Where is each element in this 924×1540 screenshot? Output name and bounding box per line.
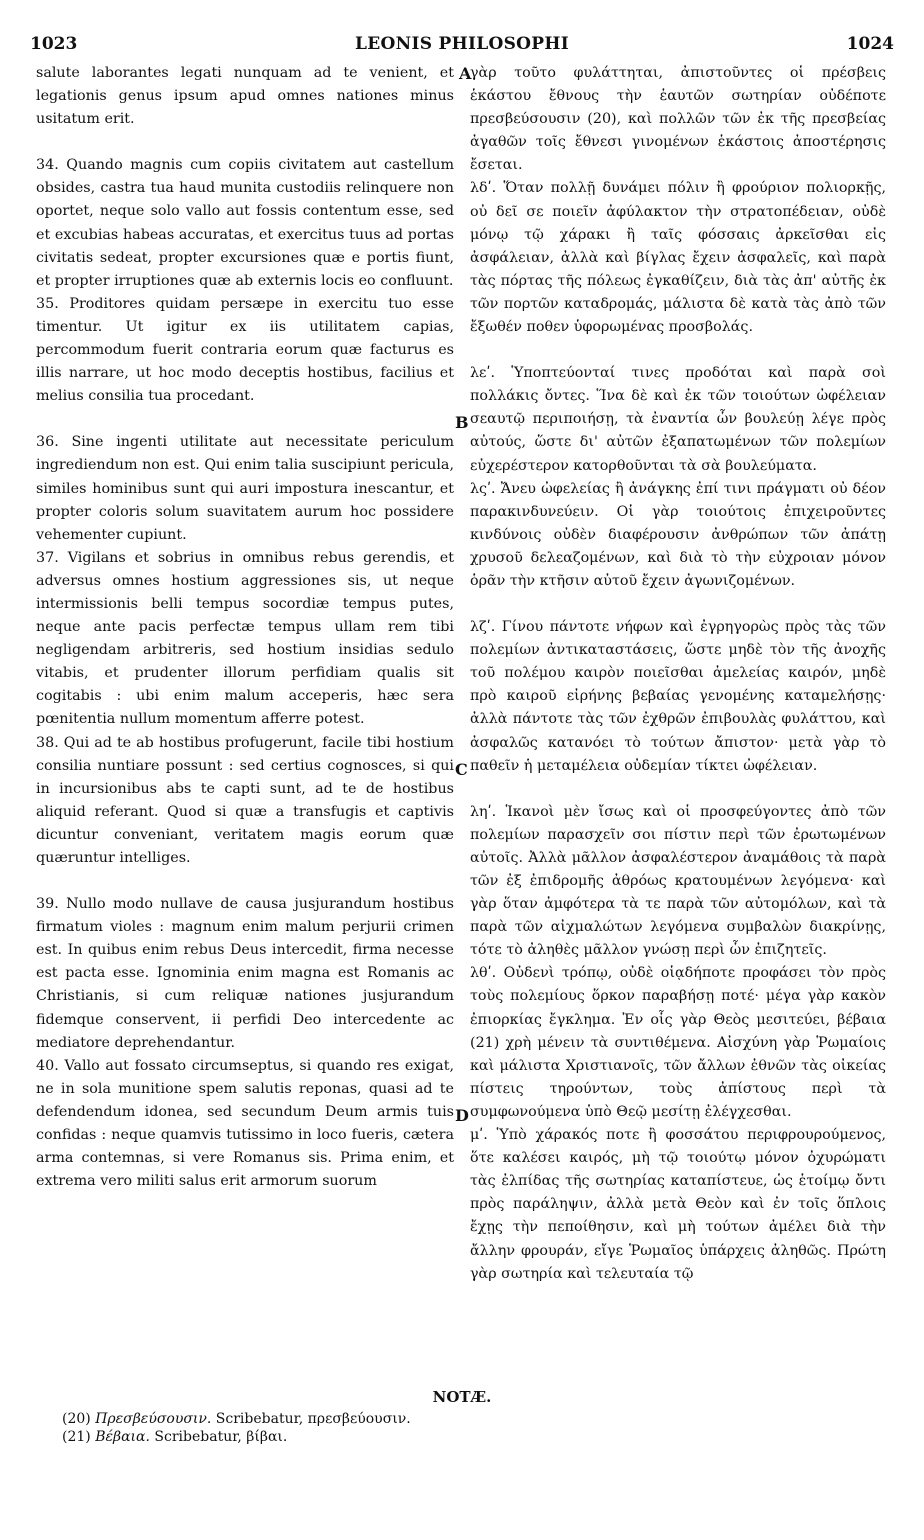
greek-paragraph-35: λεʹ. Ὑποπτεύονταί τινες προδόται καὶ παρὰ σοὶ πολλάκις ὄντες. Ἵνα δὲ καὶ ἐκ τῶν τοιούτων ὠφέλειαν σεαυτῷ περιποιήσῃ, τὰ ἐναντία ὧν βουλεύῃ λέγε πρὸς αὐτούς, ὥστε δι' αὐτῶν ἐξαπατωμένων τῶν πολεμίων εὐχερέστερον κατορθοῦνται τὰ σὰ βουλεύματα. [470,365,886,474]
note-21 [62,1428,888,1446]
greek-paragraph-39: λθʹ. Οὐδενὶ τρόπῳ, οὐδὲ οἱᾳδήποτε προφάσει τὸν πρὸς τοὺς πολεμίους ὅρκον παραβήσῃ ποτέ· μέγα γὰρ κακὸν ἐπιορκίας ἔγκλημα. Ἐν οἷς γὰρ Θεὸς μεσιτεύει, βέβαια (21) χρὴ μένειν τὰ συντιθέμενα. Αἰσχύνη γὰρ Ῥωμαίοις καὶ μάλιστα Χριστιανοῖς, τῶν ἄλλων ἐθνῶν τὰς οἰκείας πίστεις τηρούντων, τοὺς ἀπίστους περὶ τὰ συμφωνούμενα ὑπὸ Θεῷ μεσίτῃ ἐλέγχεσθαι. [470,965,886,1120]
greek-paragraph-40: μʹ. Ὑπὸ χάρακός ποτε ἢ φοσσάτου περιφρουρούμενος, ὅτε καλέσει καιρός, μὴ τῷ τοιούτῳ μόνον ὀχυρώματι τὰς ἐλπίδας τῆς σωτηρίας καταπίστευε, ὡς ἑτοίμῳ ὄντι πρὸς παράληψιν, ἀλλὰ μετὰ Θεὸν καὶ ἐν τοῖς ὅπλοις ἔχῃς τὴν πεποίθησιν, καὶ μὴ τούτων ἀμέλει διὰ τὴν ἄλλην φρουράν, εἴγε Ῥωμαῖος ὑπάρχεις ἀληθῶς. Πρώτη γὰρ σωτηρία καὶ τελευταία τῷ [470,1127,886,1282]
running-header [30,34,894,60]
note-20-text: Scribebatur, πρεσβεύουσιν. [215,1411,411,1427]
right-page-number: 1024 [846,34,894,54]
greek-paragraph-37: λζʹ. Γίνου πάντοτε νήφων καὶ ἐγρηγορὼς πρὸς τὰς τῶν πολεμίων ἀντικαταστάσεις, ὥστε μηδὲ τὸν τῆς ἀνοχῆς τοῦ πολέμου καιρὸν ποιεῖσθαι ἀμελείας καιρόν, μηδὲ πρὸ καιροῦ εἰρήνης βεβαίας γενομένης καταμελήσῃς· ἀλλὰ πάντοτε τὰς τῶν ἐχθρῶν ἐπιβουλὰς φυλάττου, καὶ ἀσφαλῶς κατανόει τὸ τούτων ἄπιστον· μετὰ γὰρ τὸ παθεῖν ἡ μεταμέλεια οὐδεμίαν τίκτει ὠφέλειαν. [470,619,886,774]
greek-paragraph-38: ληʹ. Ἱκανοὶ μὲν ἴσως καὶ οἱ προσφεύγοντες ἀπὸ τῶν πολεμίων παρασχεῖν σοι πίστιν περὶ τῶν ἐρωτωμένων αὐτοῖς. Ἀλλὰ μᾶλλον ἀσφαλέστερον ἀναμάθοις τὰ παρὰ τῶν ἐξ ἐπιδρομῆς ἀθρόως κρατουμένων λεγόμενα· καὶ γὰρ ὅταν ἀμφότερα τὰ τε παρὰ τῶν αὐτομόλων, καὶ τὰ παρὰ τῶν αἰχμαλώτων λεγόμενα συμβαλὼν διακρίνῃς, τότε τὸ ἀληθὲς μᾶλλον γνώσῃ περὶ ὧν ἐπιζητεῖς. [470,803,886,959]
greek-paragraph-36: λςʹ. Ἄνευ ὠφελείας ἢ ἀνάγκης ἐπί τινι πράγματι οὐ δέον παρακινδυνεύειν. Οἱ γὰρ τοιούτοις ἐπιχειροῦντες κινδύνοις οὐδὲν διαφέρουσιν ἀνθρώπων τῶν ἀπάτῃ χρυσοῦ δελεαζομένων, καὶ διὰ τὸ τὴν εὐχροιαν μόνον ὁρᾶν τὴν κτῆσιν αὐτοῦ ἔχειν ἀγωνιζομένων. [470,480,886,589]
running-title: LEONIS PHILOSOPHI [355,34,569,54]
latin-paragraph-37: 37. Vigilans et sobrius in omnibus rebus gerendis, et adversus omnes hostium aggressiones sis, ut neque intermissionis belli tempus socordiæ tempus putes, neque ante pacis perfectæ tempus ullam rem tibi negligendam arbitreris, sed hostium insidias sedulo vitabis, et prudenter illorum perfidiam qualis sit cogitabis : ubi enim malum acceperis, hæc sera pœnitentia nullum momentum afferre potest. [36,549,454,728]
latin-paragraph-intro: salute laborantes legati nunquam ad te venient, et legationis genus ipsum apud omnes nationes minus usitatum erit. [36,65,454,128]
margin-letter-c: C [455,760,468,779]
left-page-number: 1023 [30,34,78,54]
latin-paragraph-35: 35. Proditores quidam persæpe in exercitu tuo esse timentur. Ut igitur ex iis utilitatem capias, percommodum fuerit contraria eorum quæ facturus es illis narrare, ut hoc modo deceptis hostibus, facilius et melius consilia tua procedant. [36,295,454,405]
latin-column [36,62,454,1392]
notes-title: NOTÆ. [432,1388,492,1406]
margin-letter-b: B [455,413,469,432]
margin-letter-d: D [455,1106,469,1125]
margin-letter-a: A [459,64,472,83]
notes-section [36,1388,888,1446]
note-21-word: Βέβαια. [95,1429,150,1445]
latin-paragraph-40: 40. Vallo aut fossato circumseptus, si quando res exigat, ne in sola munitione spem salutis reponas, quasi ad te defendendum idonea, sed secundum Deum armis tuis confidas : neque quamvis tutissimo in loco fueris, cætera arma contemnas, si vere Romanus sis. Prima enim, et extrema vero militi salus erit armorum suorum [36,1057,454,1190]
note-20-number: (20) [62,1411,91,1427]
latin-paragraph-34: 34. Quando magnis cum copiis civitatem aut castellum obsides, castra tua haud munita custodiis relinquere non oportet, neque solo vallo aut fossis contentum esse, sed et excubias habeas accuratas, et exercitus tuus ad portas civitatis sedeat, propter excursiones quæ e portis fiunt, et propter irruptiones quæ ab externis locis eo confluunt. [36,157,454,289]
latin-paragraph-39: 39. Nullo modo nullave de causa jusjurandum hostibus firmatum violes : magnum enim malum perjurii crimen est. In quibus enim rebus Deus intercedit, firma necesse est pacta esse. Ignominia enim magna est Romanis ac Christianis, si cum reliquæ nationes jusjurandum fidemque conservent, ii perfidi Deo intercedente ac mediatore deprehendantur. [36,896,454,1051]
greek-paragraph-34: λδʹ. Ὅταν πολλῇ δυνάμει πόλιν ἢ φρούριον πολιορκῇς, οὐ δεῖ σε ποιεῖν ἀφύλακτον τὴν στρατοπέδειαν, οὐδὲ μόνῳ τῷ χάρακι ἢ ταῖς φόσσαις ἀρκεῖσθαι εἰς ἀσφάλειαν, ἀλλὰ καὶ βίγλας ἔχειν ἀσφαλεῖς, καὶ παρὰ τὰς πόρτας τῆς πόλεως ἐγκαθίζειν, διὰ τὰς ἀπ' αὐτῆς ἐκ τῶν πορτῶν καταδρομάς, μάλιστα δὲ κατὰ τὰς ἀπὸ τῶν ἔξωθέν ποθεν ὑφορωμένας προσβολάς. [470,180,886,336]
greek-paragraph-intro: γὰρ τοῦτο φυλάττηται, ἀπιστοῦντες οἱ πρέσβεις ἑκάστου ἔθνους τὴν ἑαυτῶν σωτηρίαν οὐδέποτε πρεσβεύσουσιν (20), καὶ πολλῶν τῶν ἐκ τῆς πρεσβείας ἀγαθῶν τοῖς ἔθνεσι γινομένων ἑκάστοις ἀποστέρησις ἔσεται. [470,65,886,174]
note-21-number: (21) [62,1429,91,1445]
latin-paragraph-38: 38. Qui ad te ab hostibus profugerunt, facile tibi hostium consilia nuntiare possunt : sed certius cognosces, si qui in incursionibus abs te capti sunt, ad te de hostibus aliquid referant. Quod si quæ a transfugis et captivis dicuntur conveniant, veritatem magis eorum quæ quæruntur intelliges. [36,734,454,866]
note-20-word: Πρεσβεύσουσιν. [95,1411,212,1427]
latin-paragraph-36: 36. Sine ingenti utilitate aut necessitate periculum ingrediendum non est. Qui enim talia suscipiunt pericula, similes hominibus sunt qui auri impostura inescantur, et propter coloris solum suavitatem aurum hoc possidere vehementer cupiunt. [36,434,454,543]
greek-column [470,62,886,1392]
note-20 [62,1410,888,1428]
note-21-text: Scribebatur, βίβαι. [154,1429,288,1445]
